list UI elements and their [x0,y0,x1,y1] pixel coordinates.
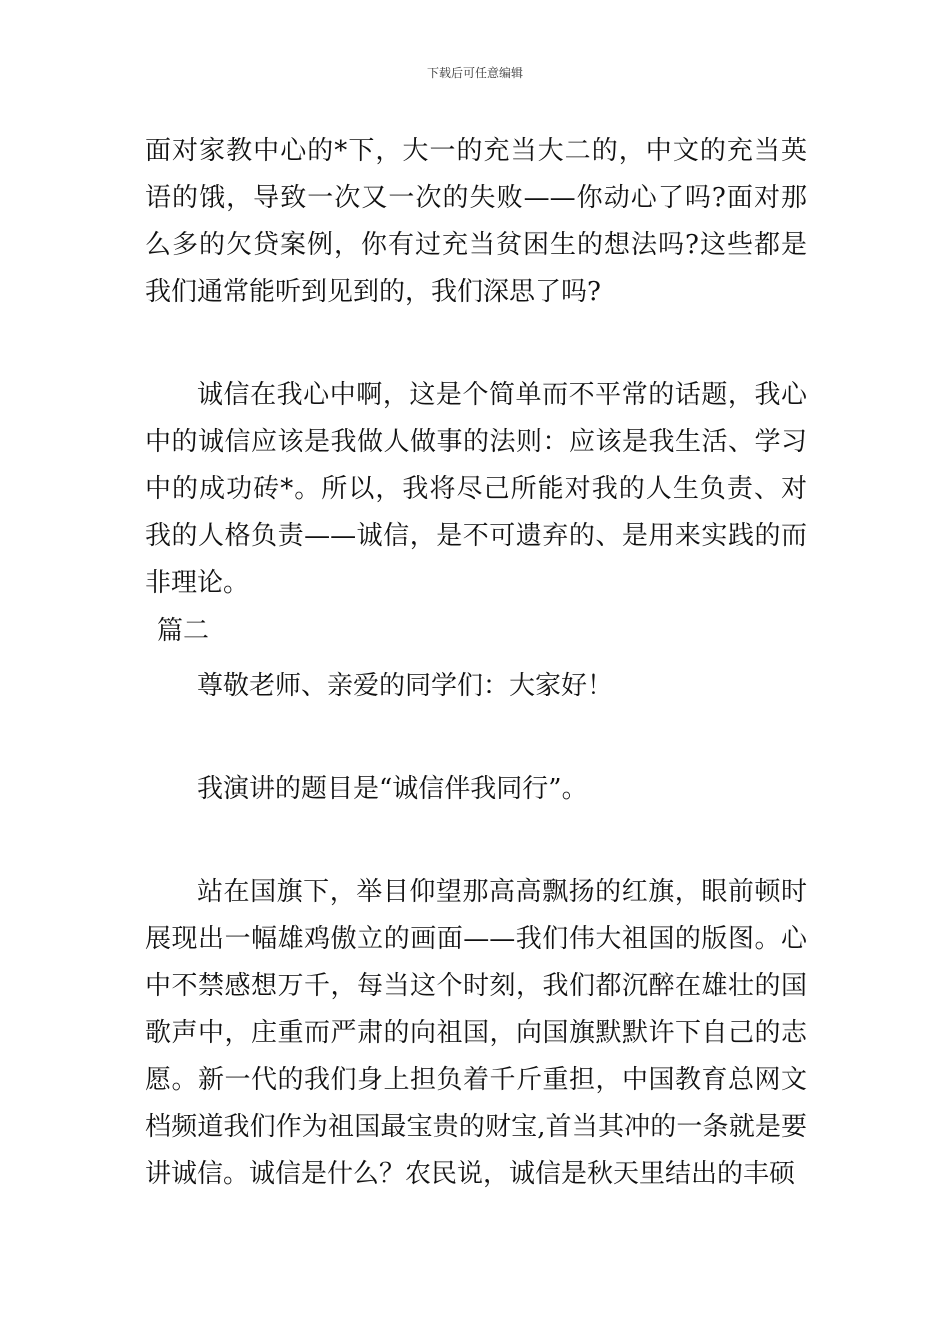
greeting-line: 尊敬老师、亲爱的同学们：大家好！ [197,671,614,701]
speech-topic: 我演讲的题目是“诚信伴我同行”。 [197,774,588,804]
section-title: 篇二 [157,616,210,646]
page-header-note: 下载后可任意编辑 [426,66,523,80]
paragraph-spacer [145,316,807,372]
paragraph-1: 面对家教中心的*下，大一的充当大二的，中文的充当英语的饿，导致一次又一次的失败——你动心了吗?面对那么多的欠贷案例，你有过充当贫困生的想法吗?这些都是我们通常能听到见到的，我们深思了吗? [145,136,807,307]
paragraph-2: 诚信在我心中啊，这是个简单而不平常的话题，我心中的诚信应该是我做人做事的法则：应该是我生活、学习中的成功砖*。所以，我将尽己所能对我的人生负责、对我的人格负责——诚信，是不可遗弃的、是用来实践的而非理论。 [145,380,807,598]
paragraph-spacer [145,649,807,663]
paragraph-spacer [145,813,807,869]
document-body [145,128,807,1198]
paragraph-spacer [145,710,807,766]
paragraph-3: 站在国旗下，举目仰望那高高飘扬的红旗，眼前顿时展现出一幅雄鸡傲立的画面——我们伟大祖国的版图。心中不禁感想万千，每当这个时刻，我们都沉醉在雄壮的国歌声中，庄重而严肃的向祖国，向国旗默默许下自己的志愿。新一代的我们身上担负着千斤重担，中国教育总网文档频道我们作为祖国最宝贵的财宝,首当其冲的一条就是要讲诚信。诚信是什么？农民说，诚信是秋天里结出的丰硕 [145,877,807,1189]
